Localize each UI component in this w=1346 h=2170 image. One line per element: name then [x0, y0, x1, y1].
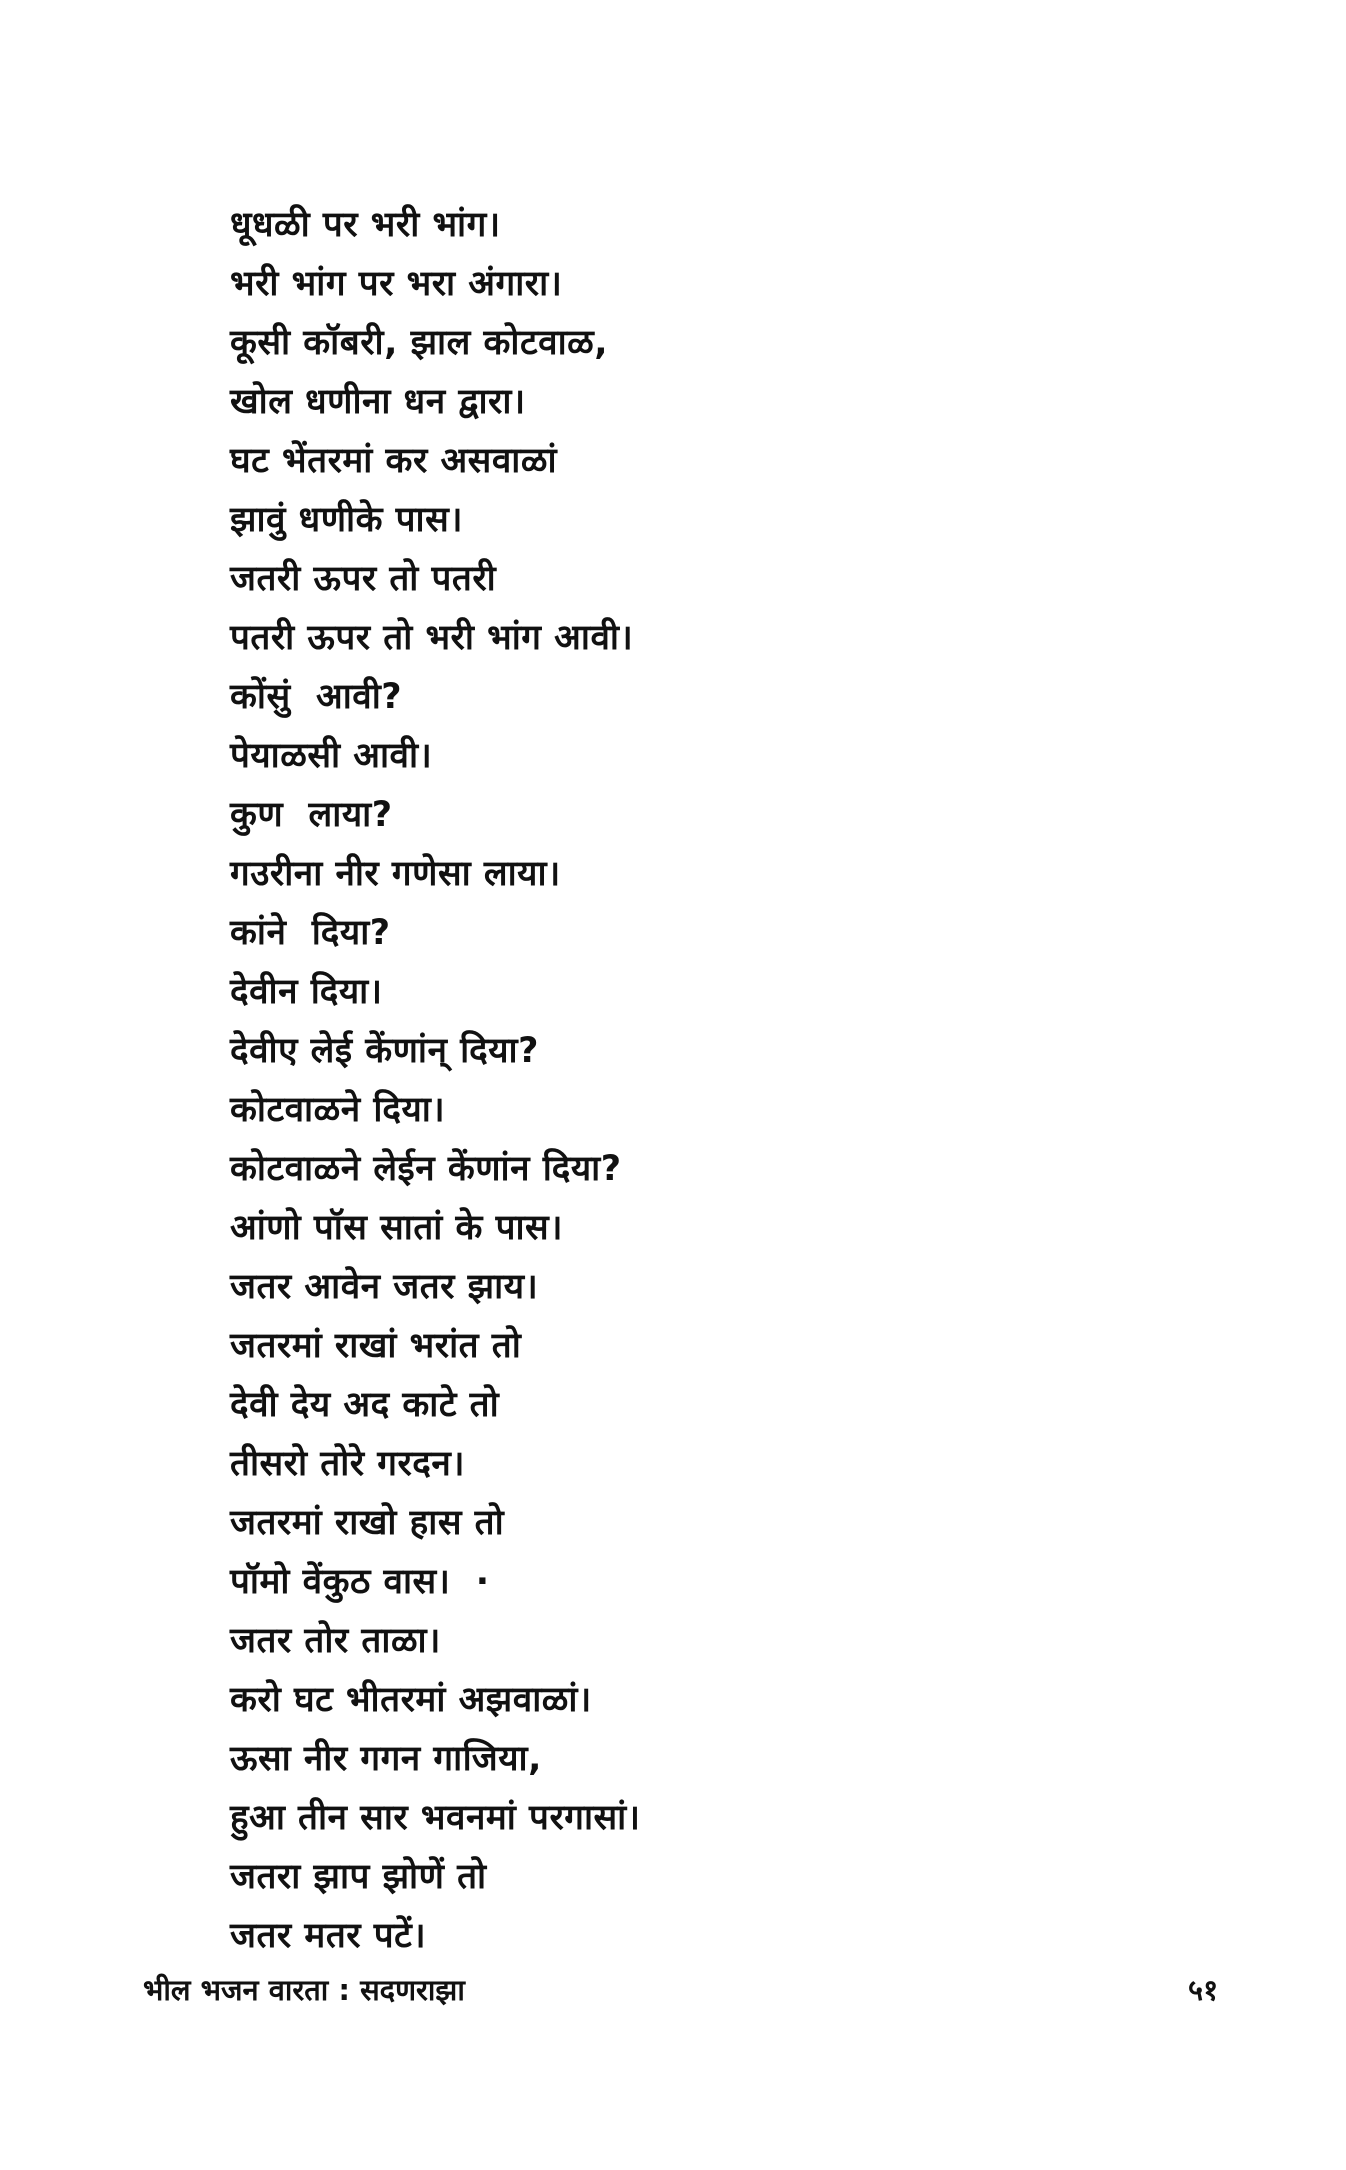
poem-line: कूसी कॉबरी, झाल कोटवाळ, [230, 323, 609, 363]
poem-line: कुण लाया? [230, 795, 393, 835]
poem-line: कांने दिया? [230, 913, 391, 953]
poem-line: करो घट भीतरमां अझवाळां। [230, 1680, 592, 1720]
poem-line: झावुं धणीके पास। [230, 500, 464, 540]
footer-book-title: भील भजन वारता : सदणराझा [143, 1973, 465, 2007]
poem-line: जतरमां राखो हास तो [230, 1503, 505, 1543]
poem-line: पॉमो वेंकुठ वास। · [230, 1562, 490, 1602]
poem-line: जतर आवेन जतर झाय। [230, 1267, 539, 1307]
poem-line: जतरी ऊपर तो पतरी [230, 559, 497, 599]
poem-line: तीसरो तोरे गरदन। [230, 1444, 466, 1484]
poem-line: जतर तोर ताळा। [230, 1621, 441, 1661]
poem-line: कोटवाळने लेईन केंणांन दिया? [230, 1149, 622, 1189]
poem-line: देवी देय अद काटे तो [230, 1385, 500, 1425]
poem-line: भरी भांग पर भरा अंगारा। [230, 264, 563, 304]
poem-line: जतरा झाप झोणें तो [230, 1857, 487, 1897]
poem-line: पतरी ऊपर तो भरी भांग आवी। [230, 618, 634, 658]
poem-line: गउरीना नीर गणेसा लाया। [230, 854, 561, 894]
poem-line: पेयाळसी आवी। [230, 736, 433, 776]
poem-line: देवीए लेई केंणांन् दिया? [230, 1031, 539, 1071]
poem-line: हुआ तीन सार भवनमां परगासां। [230, 1798, 641, 1838]
poem-line: घट भेंतरमां कर असवाळां [230, 441, 558, 481]
poem-line: जतर मतर पटें। [230, 1916, 427, 1956]
poem-line: धूधळी पर भरी भांग। [230, 205, 501, 245]
poem-line: देवीन दिया। [230, 972, 383, 1012]
poem-line: ऊसा नीर गगन गाजिया, [230, 1739, 542, 1779]
poem-text [230, 196, 1130, 1966]
page-number: ५१ [1188, 1973, 1219, 2007]
poem-line: आंणो पॉस सातां के पास। [230, 1208, 563, 1248]
poem-line: खोल धणीना धन द्वारा। [230, 382, 526, 422]
poem-line: कोंसुं आवी? [230, 677, 403, 717]
poem-line: कोटवाळने दिया। [230, 1090, 446, 1130]
poem-line: जतरमां राखां भरांत तो [230, 1326, 522, 1366]
